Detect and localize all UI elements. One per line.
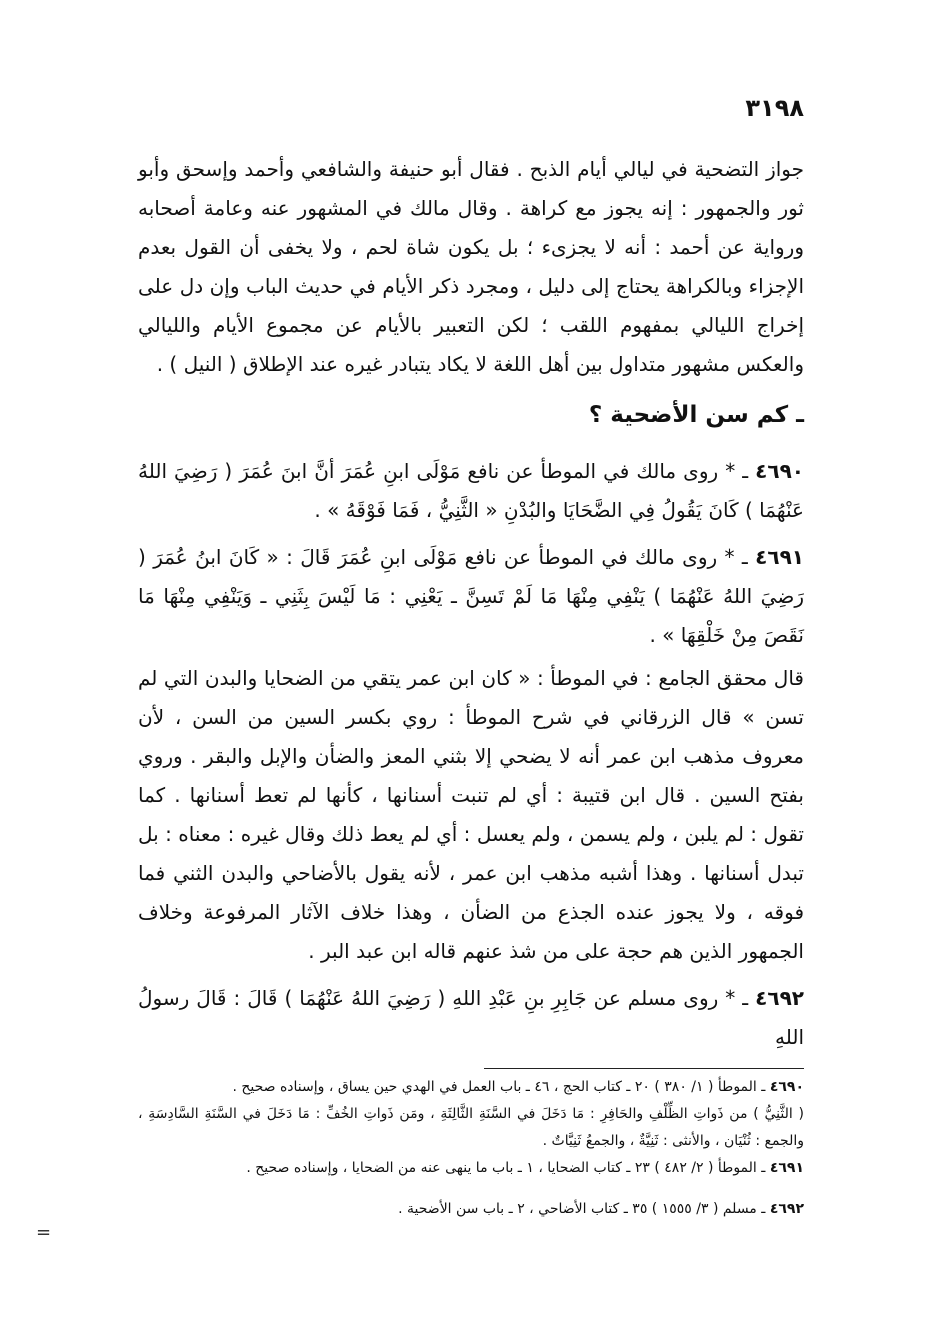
intro-paragraph: جواز التضحية في ليالي أيام الذبح . فقال أبو حنيفة والشافعي وأحمد وإسحق وأبو ثور والجمهور : إنه يجوز مع كراهة . وقال مالك في المشهور عنه وعامة أصحابه ورواية عن أحمد : أنه لا يجزىء ؛ بل يكون شاة لحم ، ولا يخفى أن القول بعدم الإجزاء وبالكراهة يحتاج إلى دليل ، ومجرد ذكر الأيام في حديث الباب وإن دل على إخراج الليالي بمفهوم اللقب ؛ لكن التعبير بالأيام عن مجموع الأيام والليالي والعكس مشهور متداول بين أهل اللغة لا يكاد يتبادر غيره عند الإطلاق ( النيل ) . [138,157,804,376]
margin-mark: = [36,1222,52,1243]
hadith-text: ـ * روى مسلم عن جَابِرِ بنِ عَبْدِ اللهِ ( رَضِيَ اللهُ عَنْهُمَا ) قَالَ : قَالَ رسولُ اللهِ [138,986,804,1049]
hadith-number: ٤٦٩١ [755,545,804,569]
page-number: ٣١٩٨ [745,94,804,122]
hadith-4691 [138,534,804,655]
footnote [138,1196,804,1223]
hadith-number: ٤٦٩٠ [755,459,804,483]
footnote-text: ـ الموطأ ( ١/ ٣٨٠ ) ٢٠ ـ كتاب الحج ، ٤٦ ـ باب العمل في الهدي حين يساق ، وإسناده صحيح . [232,1079,766,1095]
hadith-4692 [138,975,804,1057]
footnote-text: ـ الموطأ ( ٢/ ٤٨٢ ) ٢٣ ـ كتاب الضحايا ، ١ ـ باب ما ينهى عنه من الضحايا ، وإسناده صحيح . [246,1160,766,1176]
footnote [138,1155,804,1182]
footnote-text: ـ مسلم ( ٣/ ١٥٥٥ ) ٣٥ ـ كتاب الأضاحي ، ٢ ـ باب سن الأضحية . [398,1201,766,1217]
section-heading: ـ كم سن الأضحية ؟ [588,402,804,428]
footnote-number: ٤٦٩١ [769,1160,804,1176]
footnote-text: ( الثَّنِيُّ ) من ذَواتِ الظِّلْفِ والحَافِرِ : مَا دَخَلَ في السَّنَةِ الثَّالِثَةِ ، ومَن ذَواتِ الخُفِّ : مَا دَخَلَ في السَّنَةِ السَّادِسَةِ ، والجمع : ثُنْيَان ، والأنثى : ثَنِيَّةٌ ، والجمعُ ثَنِيَّاتٌ . [138,1106,804,1149]
hadith-number: ٤٦٩٢ [755,986,804,1010]
hadith-text: ـ * روى مالك في الموطأ عن نافع مَوْلَى ابنِ عُمَرَ قَالَ : « كَانَ ابنُ عُمَرَ ( رَضِيَ اللهُ عَنْهُمَا ) يَنْفِي مِنْهَا مَا لَمْ تَسِنَّ ـ يَعْنِي : مَا لَيْسَ بِثَنِي ـ وَيَنْفِي مِنْهَا مَا نَقَصَ مِنْ خَلْقِهَا » . [138,545,804,647]
footnote-number: ٤٦٩٢ [769,1201,804,1217]
commentary-paragraph: قال محقق الجامع : في الموطأ : « كان ابن عمر يتقي من الضحايا والبدن التي لم تسن » قال الزرقاني في شرح الموطأ : روي بكسر السين من السن ، لأن معروف مذهب ابن عمر أنه لا يضحي إلا بثني المعز والضأن والإبل والبقر . وروي بفتح السين . قال ابن قتيبة : أي لم تنبت أسنانها ، كأنها لم تعط أسنانها . كما تقول : لم يلبن ، ولم يسمن ، ولم يعسل : أي لم يعط ذلك وقال غيره : معناه : بل تبدل أسنانها . وهذا أشبه مذهب ابن عمر ، لأنه يقول بالأضاحي والبدن الثني فما فوقه ، ولا يجوز عنده الجذع من الضأن ، وهذا خلاف الآثار المرفوعة وخلاف الجمهور الذين هم حجة على من شذ عنهم قاله ابن عبد البر . [138,666,804,963]
footnote-number: ٤٦٩٠ [769,1079,804,1095]
hadith-text: ـ * روى مالك في الموطأ عن نافع مَوْلَى ابنِ عُمَرَ أنَّ ابنَ عُمَرَ ( رَضِيَ اللهُ عَنْهُمَا ) كَانَ يَقُولُ فِي الضَّحَايَا والبُدْنِ « الثَّنِيُّ ، فَمَا فَوْقَهُ » . [138,459,804,522]
footnote [138,1101,804,1155]
footnotes [138,1074,804,1223]
footnote-divider [484,1068,804,1069]
main-text [138,150,804,1061]
footnote [138,1074,804,1101]
hadith-4690 [138,448,804,530]
